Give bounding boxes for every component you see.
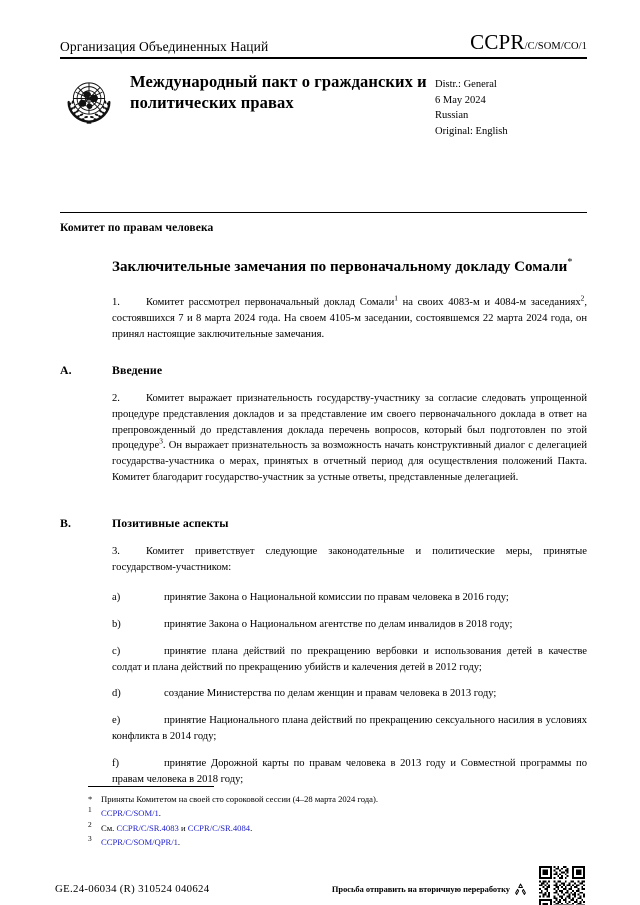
section-a-title: Введение <box>112 362 163 377</box>
paragraph-3 <box>112 544 587 576</box>
section-b-item-label: f) <box>112 758 120 770</box>
recycle-icon <box>513 882 528 897</box>
qr-code <box>539 866 585 905</box>
footnotes <box>88 786 508 850</box>
section-b-title: Позитивные аспекты <box>112 516 229 531</box>
section-b-item <box>112 644 587 676</box>
document-symbol <box>470 30 587 55</box>
paragraph-2-number: 2. <box>112 392 120 404</box>
section-b-item-label: d) <box>112 688 121 700</box>
recycle-notice <box>332 866 585 905</box>
covenant-title: Международный пакт о гражданских и политических правах <box>130 72 427 113</box>
section-b-item-text: создание Министерства по делам женщин и правам человека в 2013 году; <box>164 688 497 700</box>
section-b-item-label: e) <box>112 715 121 727</box>
page-footer <box>55 866 585 905</box>
section-b-item-list <box>60 590 587 788</box>
un-emblem-container <box>60 71 124 131</box>
footnote-text: . <box>177 836 181 847</box>
footnote-link[interactable]: CCPR/C/SOM/1 <box>101 808 159 819</box>
footnote-link[interactable]: CCPR/C/SOM/QPR/1 <box>101 836 178 847</box>
organization-name: Организация Объединенных Наций <box>60 39 269 54</box>
section-b-item-text: принятие Национального плана действий по прекращению сексуального насилия в условиях конфликта в 2014 году; <box>112 715 587 743</box>
section-b-heading <box>60 516 587 531</box>
distribution-type: Distr.: General <box>435 79 497 90</box>
committee-name: Комитет по правам человека <box>60 222 214 234</box>
footnote-item: 2 См. CCPR/C/SR.4083 и CCPR/C/SR.4084. <box>88 819 253 833</box>
footnote-text: См. <box>101 822 117 833</box>
footnote-text: . <box>158 808 161 819</box>
distribution-language: Russian <box>435 110 469 122</box>
footnote-list <box>88 793 508 849</box>
job-number: GE.24-06034 (R) 310524 040624 <box>55 883 210 895</box>
footnote-link[interactable]: CCPR/C/SR.4083 <box>116 822 179 833</box>
paragraph-1-text: Комитет рассмотрел первоначальный доклад Сомали$^1$ на своих 4083-м и 4084-м заседаниях$^2$, состоявшихся 7 и 8 марта 2024 года. На своем 4105-м заседании, состоявшемся 22 марта 2024 года, он принял настоящие заключительные замечания. <box>112 293 588 340</box>
body-divider-rule <box>60 212 587 213</box>
section-a-letter: A. <box>60 362 72 377</box>
distribution-original: Original: English <box>435 125 508 137</box>
section-b-item <box>112 756 587 788</box>
masthead <box>60 30 587 139</box>
section-b-item-label: c) <box>112 645 121 657</box>
page-title <box>112 256 587 277</box>
footnote-text: . <box>250 822 253 833</box>
document-symbol-suffix: /C/SOM/CO/1 <box>524 41 587 52</box>
section-b-item-text: принятие Закона о Национальном агентстве по делам инвалидов в 2018 году; <box>164 618 513 630</box>
masthead-body-row <box>60 59 587 139</box>
recycle-text: Просьба отправить на вторичную переработку <box>331 884 510 894</box>
distribution-block <box>435 71 587 139</box>
footnote-text: и <box>178 822 188 833</box>
section-a-heading <box>60 363 587 378</box>
footnote-marker: * <box>88 794 93 804</box>
footnote-item: 1 CCPR/C/SOM/1. <box>88 805 161 819</box>
section-b-item-text: принятие Закона о Национальной комиссии по правам человека в 2016 году; <box>164 591 509 603</box>
footnote-item <box>88 793 508 806</box>
footnote-text: Приняты Комитетом на своей сто сороковой сессии (4–28 марта 2024 года). <box>101 794 378 804</box>
page-title-text: Заключительные замечания по первоначальному докладу Сомали <box>112 259 568 275</box>
document-content <box>60 222 587 799</box>
distribution-date: 6 May 2024 <box>435 94 486 106</box>
paragraph-2 <box>112 391 587 486</box>
footnote-item: 3 CCPR/C/SOM/QPR/1. <box>88 834 181 847</box>
paragraph-1 <box>112 295 587 343</box>
paragraph-3-number: 3. <box>112 546 120 558</box>
masthead-top-row <box>60 30 587 57</box>
section-b-item-label: b) <box>112 618 121 630</box>
paragraph-1-number: 1. <box>112 297 120 309</box>
page-title-footnote-mark: * <box>567 257 573 268</box>
section-b-item <box>112 590 587 606</box>
un-emblem <box>60 73 118 131</box>
section-b-item <box>112 686 587 702</box>
paragraph-3-text: Комитет приветствует следующие законодательные и политические меры, принятые государством-участником: <box>112 546 587 573</box>
section-b-item-label: a) <box>112 591 121 603</box>
section-b-item <box>112 713 587 745</box>
section-b-item <box>112 617 587 633</box>
footnote-link[interactable]: CCPR/C/SR.4084 <box>187 822 251 833</box>
section-b-item-text: принятие Дорожной карты по правам человека в 2013 году и Совместной программы по правам человека в 2018 году; <box>112 758 587 786</box>
paragraph-2-text: Комитет выражает признательность государству-участнику за согласие следовать упрощенной процедуре представления докладов и за представление им своего первоначального доклада в ответ на препровожденный до представления доклада перечень вопросов, который был подготовлен по этой процедуре$^3$. Он выражает признательность за возможность начать конструктивный диалог с делегацией государства-участника о мерах, принятых в отчетный период для осуществления положений Пакта. Комитет благодарит государство-участник за устные ответы, представленные делегацией. <box>112 392 587 484</box>
footnote-separator <box>88 786 214 787</box>
section-b-letter: B. <box>60 516 72 531</box>
section-b-item-text: принятие плана действий по прекращению вербовки и использования детей в качестве солдат и плана действий по прекращению убийств и калечения детей в 2012 году; <box>112 645 587 673</box>
document-symbol-main: CCPR <box>470 30 525 54</box>
